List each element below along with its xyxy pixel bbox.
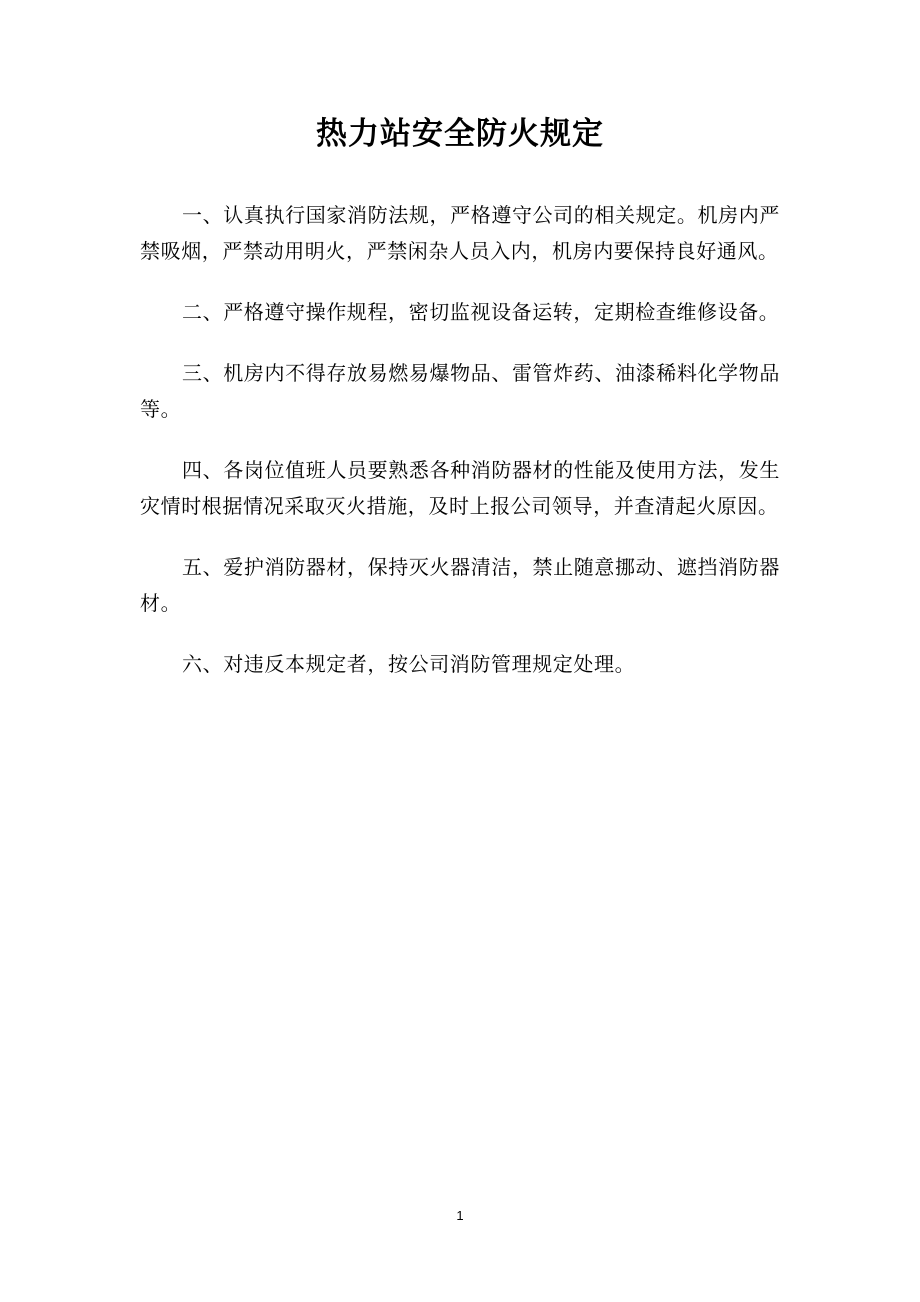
paragraph-1: 一、认真执行国家消防法规，严格遵守公司的相关规定。机房内严禁吸烟，严禁动用明火，严禁闲杂人员入内，机房内要保持良好通风。 bbox=[140, 203, 780, 263]
document-title: 热力站安全防火规定 bbox=[316, 116, 604, 152]
paragraph-6: 六、对违反本规定者，按公司消防管理规定处理。 bbox=[182, 652, 636, 676]
paragraph-3: 三、机房内不得存放易燃易爆物品、雷管炸药、油漆稀料化学物品等。 bbox=[140, 361, 780, 421]
page-number: 1 bbox=[456, 1208, 464, 1223]
paragraph-5: 五、爱护消防器材，保持灭火器清洁，禁止随意挪动、遮挡消防器材。 bbox=[140, 555, 780, 615]
document-body bbox=[140, 197, 780, 682]
paragraph-2: 二、严格遵守操作规程，密切监视设备运转，定期检查维修设备。 bbox=[182, 300, 780, 324]
paragraph-4: 四、各岗位值班人员要熟悉各种消防器材的性能及使用方法，发生灾情时根据情况采取灭火措施，及时上报公司领导，并查清起火原因。 bbox=[140, 458, 780, 518]
